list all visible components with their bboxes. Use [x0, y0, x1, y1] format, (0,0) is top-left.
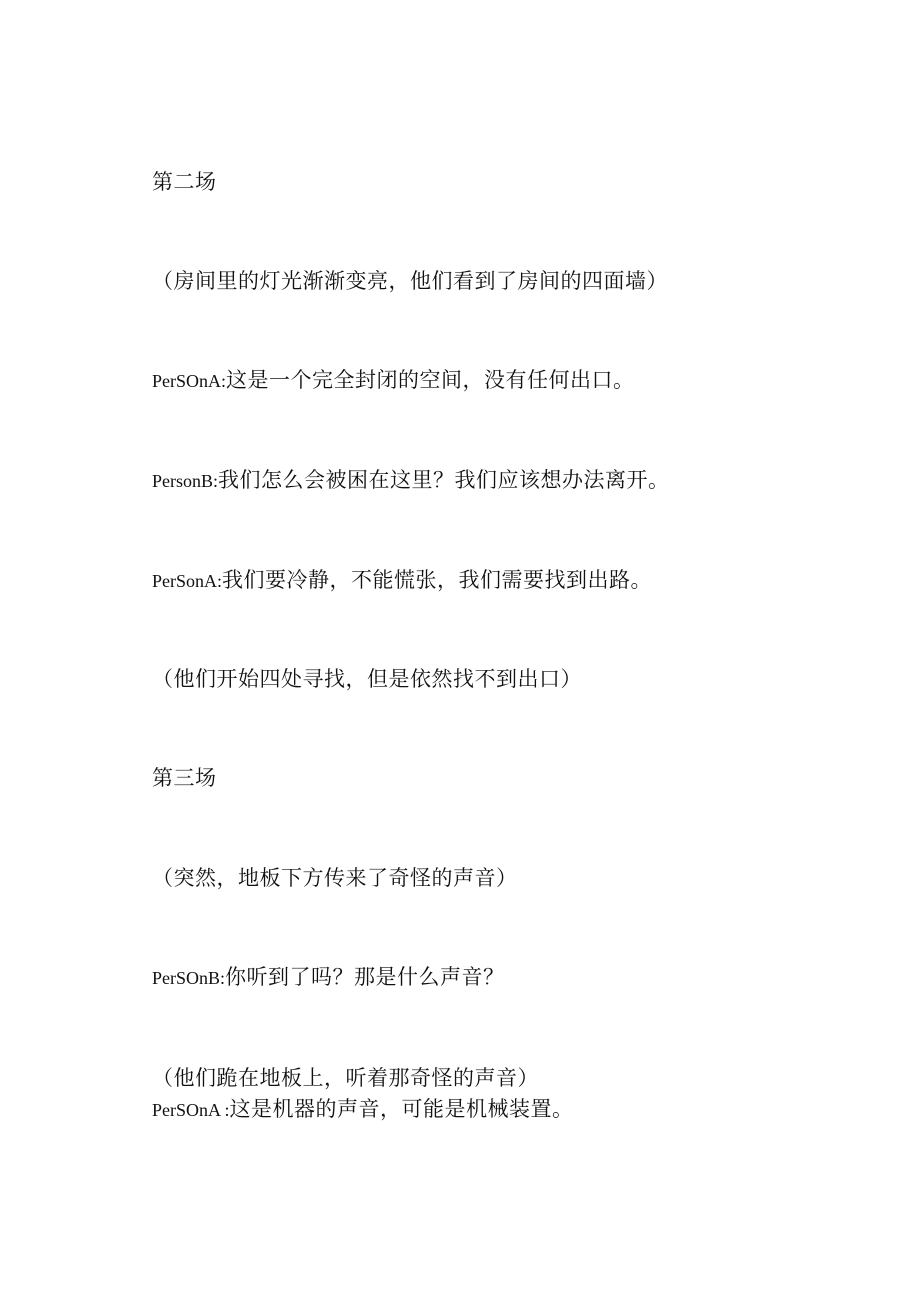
speaker-label: PersonB: — [152, 471, 219, 491]
dialogue-text: 我们怎么会被困在这里？我们应该想办法离开。 — [218, 468, 670, 492]
stage-direction — [152, 267, 668, 295]
scene-heading-text: 第二场 — [152, 170, 217, 194]
dialogue-line — [152, 466, 670, 495]
dialogue-text: 这是一个完全封闭的空间，没有任何出口。 — [226, 368, 635, 392]
stage-direction-text: （房间里的灯光渐渐变亮，他们看到了房间的四面墙） — [152, 269, 668, 293]
dialogue-line — [152, 566, 652, 595]
scene-heading — [152, 764, 217, 792]
scene-heading-text: 第三场 — [152, 766, 217, 790]
dialogue-line — [152, 1095, 574, 1124]
stage-direction — [152, 665, 582, 693]
dialogue-text: 我们要冷静，不能慌张，我们需要找到出路。 — [222, 568, 653, 592]
stage-direction — [152, 864, 518, 892]
dialogue-line — [152, 366, 635, 395]
speaker-label: PerSOnA: — [152, 371, 227, 391]
speaker-label: PerSonA: — [152, 571, 223, 591]
stage-direction-text: （他们跪在地板上，听着那奇怪的声音） — [152, 1066, 539, 1090]
dialogue-text: 这是机器的声音，可能是机械装置。 — [229, 1097, 574, 1121]
stage-direction-text: （他们开始四处寻找，但是依然找不到出口） — [152, 667, 582, 691]
speaker-label: PerSOnA : — [152, 1100, 230, 1120]
stage-direction-text: （突然，地板下方传来了奇怪的声音） — [152, 866, 518, 890]
speaker-label: PerSOnB: — [152, 968, 226, 988]
dialogue-line — [152, 963, 505, 992]
stage-direction — [152, 1064, 539, 1092]
scene-heading — [152, 168, 217, 196]
dialogue-text: 你听到了吗？那是什么声音？ — [225, 965, 505, 989]
